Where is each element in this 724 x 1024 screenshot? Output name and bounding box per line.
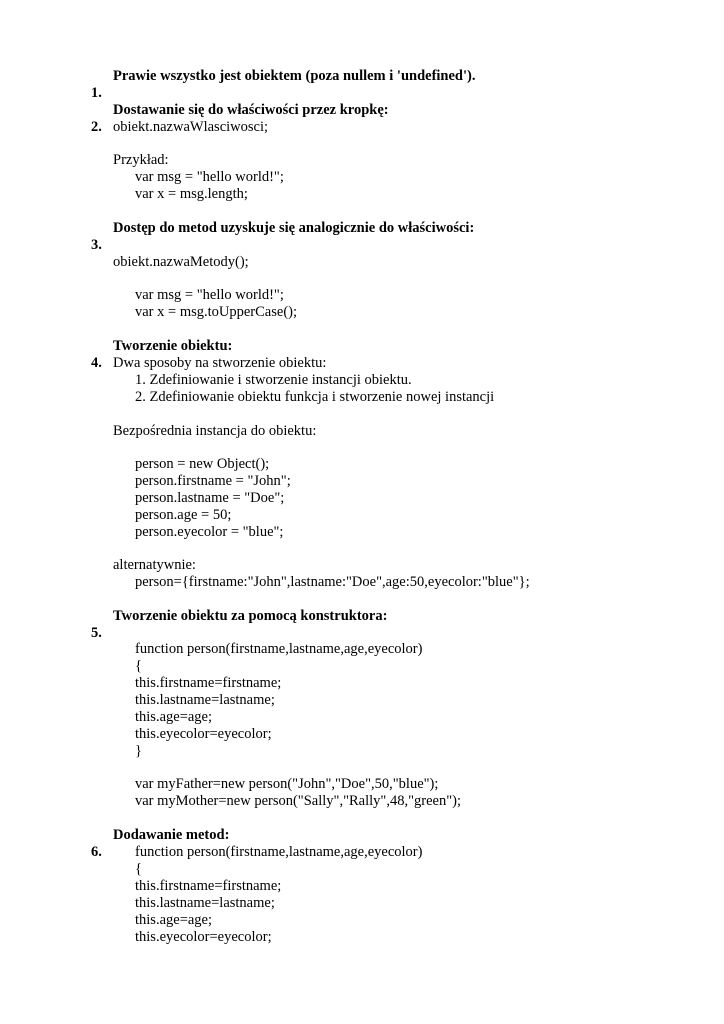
item-6 [0,827,102,860]
item-2-heading: Dostawanie się do właściwości przez kropkę: [113,102,389,118]
item-2 [0,102,102,135]
code-line: function person(firstname,lastname,age,eyecolor) [135,641,423,657]
item-1-heading: Prawie wszystko jest obiektem (poza nullem i 'undefined'). [113,68,476,84]
code-line: person.lastname = "Doe"; [135,490,285,506]
code-line: person.firstname = "John"; [135,473,291,489]
item-5 [0,608,102,641]
item-2-number: 2. [91,119,102,135]
code-line: this.eyecolor=eyecolor; [135,929,272,945]
item-4-direct-label: Bezpośrednia instancja do obiektu: [113,423,317,439]
code-line: this.lastname=lastname; [135,895,275,911]
item-4-heading: Tworzenie obiektu: [113,338,233,354]
code-line: var myMother=new person("Sally","Rally",48,"green"); [135,793,461,809]
code-line: var x = msg.toUpperCase(); [135,304,297,320]
code-line: this.eyecolor=eyecolor; [135,726,272,742]
item-4-number: 4. [91,355,102,371]
item-3-heading: Dostęp do metod uzyskuje się analogicznie do właściwości: [113,220,475,236]
list-item: 1. Zdefiniowanie i stworzenie instancji obiektu. [135,372,412,388]
item-1 [0,68,102,101]
code-line: this.age=age; [135,709,213,725]
item-2-syntax: obiekt.nazwaWlasciwosci; [113,119,269,135]
item-4-alt-label: alternatywnie: [113,557,196,573]
code-line: person.eyecolor = "blue"; [135,524,284,540]
code-line: var msg = "hello world!"; [135,287,284,303]
item-6-heading: Dodawanie metod: [113,827,230,843]
item-4-intro: Dwa sposoby na stworzenie obiektu: [113,355,327,371]
code-line: { [135,658,142,674]
code-line: { [135,861,142,877]
code-line: this.lastname=lastname; [135,692,275,708]
code-line: person.age = 50; [135,507,232,523]
item-3 [0,220,102,253]
item-4 [0,338,102,371]
list-item: 2. Zdefiniowanie obiektu funkcja i stworzenie nowej instancji [135,389,495,405]
code-line: var msg = "hello world!"; [135,169,284,185]
item-5-heading: Tworzenie obiektu za pomocą konstruktora: [113,608,388,624]
code-line: var x = msg.length; [135,186,248,202]
item-5-number: 5. [91,625,102,641]
item-2-example-label: Przykład: [113,152,169,168]
item-1-number: 1. [91,85,102,101]
code-line: person = new Object(); [135,456,270,472]
code-line: } [135,743,142,759]
item-6-number: 6. [91,844,102,860]
code-line: this.age=age; [135,912,213,928]
code-line: var myFather=new person("John","Doe",50,"blue"); [135,776,439,792]
item-3-number: 3. [91,237,102,253]
code-line: function person(firstname,lastname,age,eyecolor) [135,844,423,860]
item-3-syntax: obiekt.nazwaMetody(); [113,254,249,270]
code-line: person={firstname:"John",lastname:"Doe",age:50,eyecolor:"blue"}; [135,574,530,590]
code-line: this.firstname=firstname; [135,675,282,691]
code-line: this.firstname=firstname; [135,878,282,894]
